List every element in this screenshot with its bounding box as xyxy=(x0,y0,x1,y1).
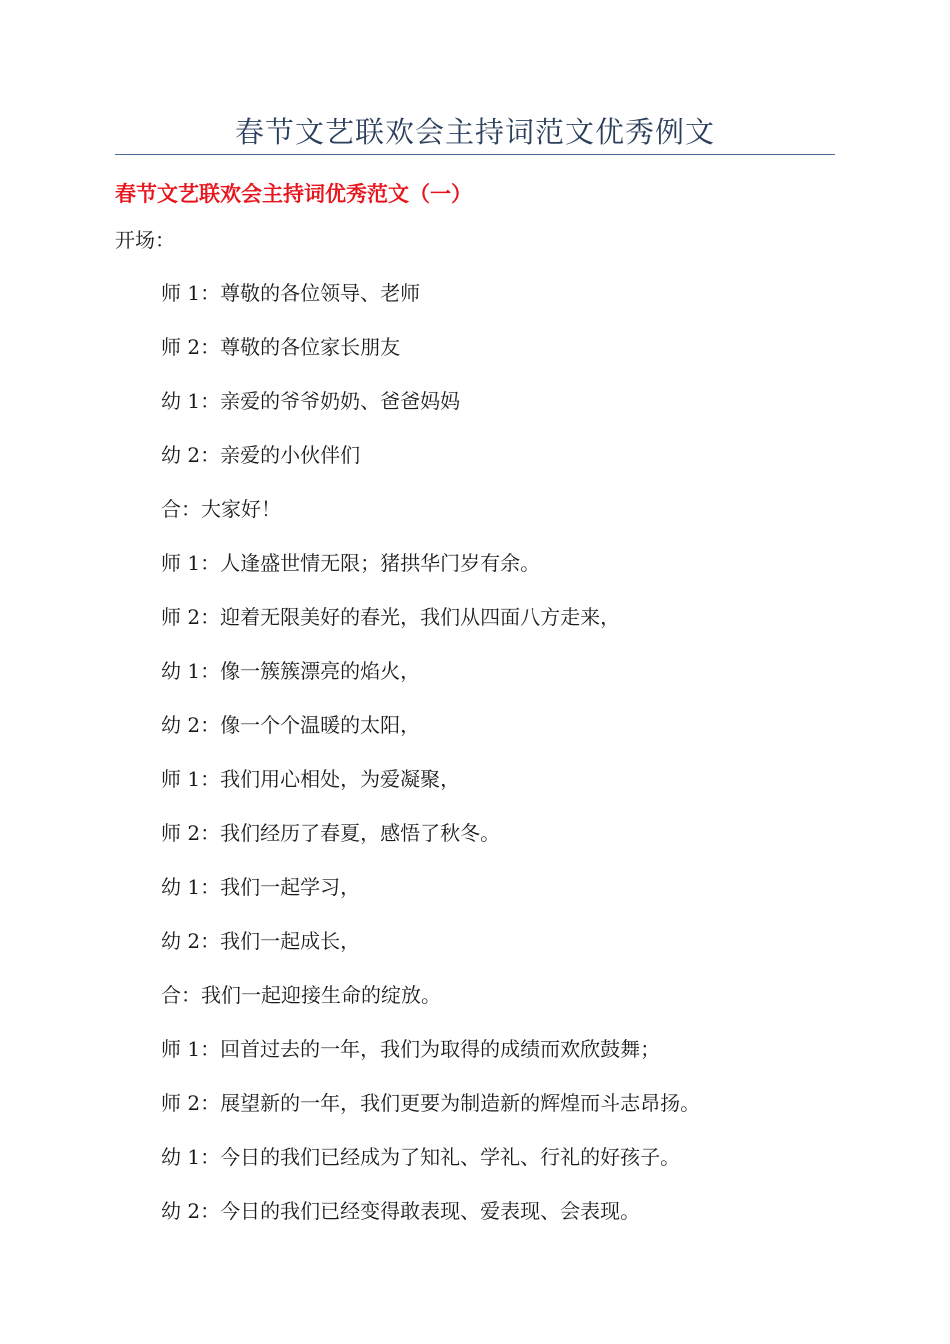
intro-label: 开场： xyxy=(115,228,175,252)
script-line: 师 1：回首过去的一年，我们为取得的成绩而欢欣鼓舞； xyxy=(161,1037,661,1061)
script-line: 幼 1：像一簇簇漂亮的焰火， xyxy=(161,659,421,683)
script-line: 幼 2：我们一起成长， xyxy=(161,929,361,953)
script-line: 幼 2：像一个个温暖的太阳， xyxy=(161,713,421,737)
script-line: 师 2：我们经历了春夏，感悟了秋冬。 xyxy=(161,821,501,845)
script-line: 师 2：尊敬的各位家长朋友 xyxy=(161,335,401,359)
script-line: 合：大家好！ xyxy=(161,497,281,521)
script-line: 师 2：展望新的一年，我们更要为制造新的辉煌而斗志昂扬。 xyxy=(161,1091,701,1115)
script-line: 师 2：迎着无限美好的春光，我们从四面八方走来， xyxy=(161,605,621,629)
script-line: 合：我们一起迎接生命的绽放。 xyxy=(161,983,441,1007)
script-line: 幼 1：今日的我们已经成为了知礼、学礼、行礼的好孩子。 xyxy=(161,1145,681,1169)
section-heading: 春节文艺联欢会主持词优秀范文（一） xyxy=(115,182,472,206)
title-underline xyxy=(115,154,835,155)
script-line: 幼 1：我们一起学习， xyxy=(161,875,361,899)
script-line: 幼 1：亲爱的爷爷奶奶、爸爸妈妈 xyxy=(161,389,461,413)
script-line: 幼 2：亲爱的小伙伴们 xyxy=(161,443,361,467)
script-line: 师 1：尊敬的各位领导、老师 xyxy=(161,281,421,305)
document-title: 春节文艺联欢会主持词范文优秀例文 xyxy=(234,115,715,149)
script-line: 幼 2：今日的我们已经变得敢表现、爱表现、会表现。 xyxy=(161,1199,641,1223)
script-line: 师 1：人逢盛世情无限；猪拱华门岁有余。 xyxy=(161,551,541,575)
script-line: 师 1：我们用心相处，为爱凝聚， xyxy=(161,767,461,791)
